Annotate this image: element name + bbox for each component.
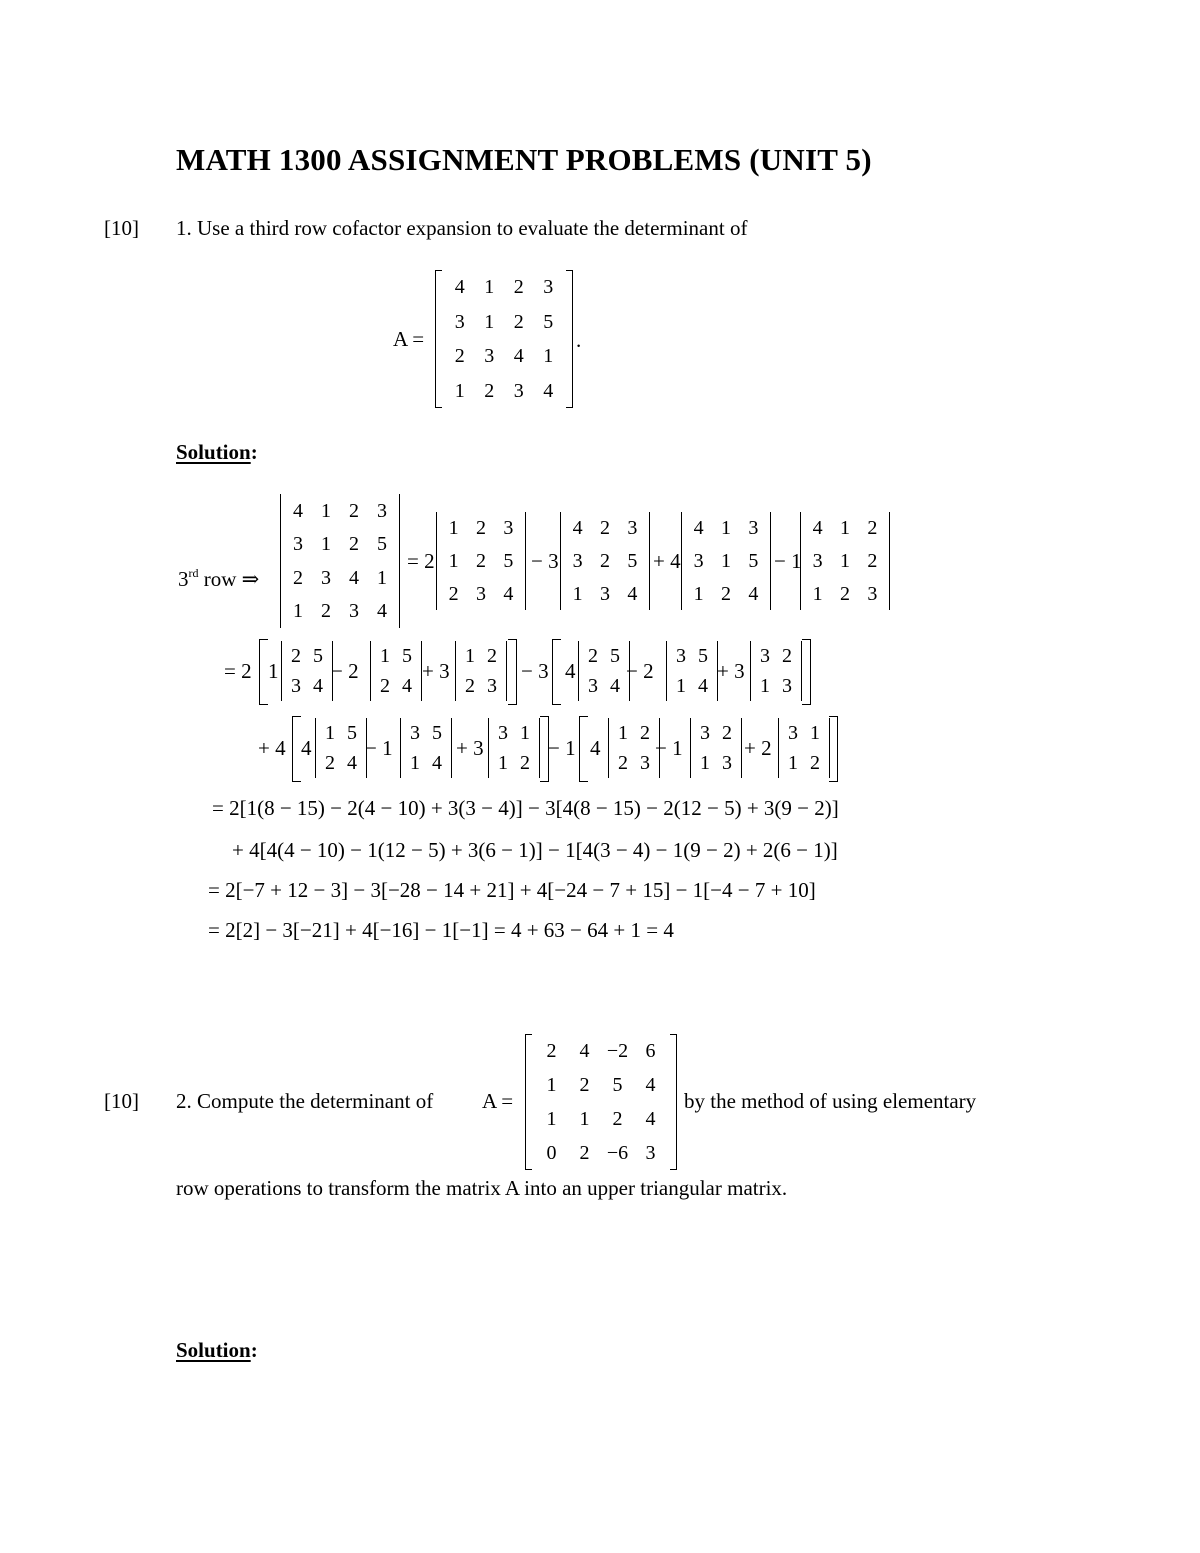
line3-det-2x2: [488, 718, 540, 778]
problem2-marks: [10]: [104, 1089, 139, 1113]
matrix-entry: 4: [610, 675, 620, 697]
determinant-bar-right: [770, 512, 771, 610]
matrix-entry: 5: [377, 533, 387, 556]
matrix-entry: 2: [720, 582, 731, 605]
matrix-entry: 2: [599, 517, 610, 540]
matrix-entry: 2: [810, 752, 820, 774]
matrix-entry: 1: [546, 1074, 557, 1096]
matrix-entry: 5: [698, 645, 708, 667]
matrix-entry: 5: [612, 1074, 623, 1096]
problem1-lhs: A =: [393, 327, 425, 351]
problem1-period: .: [576, 328, 582, 352]
line2-term: = 2: [224, 659, 252, 683]
determinant-bar-left: [690, 718, 691, 778]
line3-square-bracket: [579, 716, 588, 782]
matrix-entry: 1: [760, 675, 770, 697]
matrix-entry: 3: [599, 582, 610, 605]
matrix-entry: 4: [432, 752, 442, 774]
row-label: 3rd row ⇒: [178, 566, 260, 591]
determinant-bar-left: [488, 718, 489, 778]
determinant-bar-left: [370, 641, 371, 701]
matrix-entry: 1: [618, 722, 628, 744]
matrix-entry: 4: [503, 582, 514, 605]
matrix-entry: 3: [722, 752, 732, 774]
matrix-entry: 3: [513, 379, 524, 402]
minor-4: [800, 512, 890, 610]
line2-det-2x2: [750, 641, 802, 701]
determinant-bar-right: [525, 512, 526, 610]
matrix-entry: 1: [812, 582, 823, 605]
matrix-entry: 5: [748, 550, 759, 572]
matrix-entry: 3: [645, 1142, 656, 1164]
matrix-entry: 3: [676, 645, 686, 667]
matrix-entry: 1: [377, 566, 387, 589]
matrix-entry: 4: [645, 1074, 656, 1096]
matrix-entry: 1: [484, 276, 495, 299]
matrix-entry: 5: [402, 645, 412, 667]
line2-square-bracket: [508, 639, 517, 705]
matrix-entry: 4: [313, 675, 323, 697]
determinant-bar-right: [539, 718, 540, 778]
matrix-entry: 1: [572, 582, 583, 605]
determinant-bar-left: [578, 641, 579, 701]
line2-term: − 3: [521, 659, 549, 683]
determinant-bar-right: [889, 512, 890, 610]
matrix-entry: 1: [579, 1108, 590, 1130]
matrix-entry: 4: [293, 499, 303, 522]
line3-term: + 2: [744, 736, 772, 760]
matrix-entry: 2: [579, 1142, 590, 1164]
matrix-entry: 3: [572, 550, 583, 572]
determinant-bar-left: [778, 718, 779, 778]
matrix-entry: 1: [498, 752, 508, 774]
determinant-bar-right: [451, 718, 452, 778]
matrix-entry: 3: [291, 675, 301, 697]
line2-det-2x2: [370, 641, 422, 701]
line3-square-bracket: [829, 716, 838, 782]
line3-det-2x2: [400, 718, 452, 778]
matrix-entry: 2: [465, 675, 475, 697]
matrix-entry: 1: [788, 752, 798, 774]
matrix-entry: 2: [349, 533, 359, 556]
determinant-bar-left: [315, 718, 316, 778]
matrix-entry: 2: [839, 582, 850, 605]
matrix-entry: 3: [487, 675, 497, 697]
determinant-bar-right: [741, 718, 742, 778]
line3-term: 4: [301, 736, 312, 760]
matrix-entry: 2: [612, 1108, 623, 1130]
problem2-statement-cont: by the method of using elementary: [684, 1089, 977, 1113]
matrix-entry: 2: [513, 310, 524, 333]
matrix-entry: 2: [546, 1040, 557, 1062]
matrix-entry: −2: [606, 1040, 629, 1062]
matrix-entry: −6: [606, 1142, 629, 1164]
det-4x4: [280, 494, 400, 628]
problem1-matrix: [435, 270, 573, 408]
matrix-entry: 3: [700, 722, 710, 744]
matrix-entry: 2: [475, 517, 486, 540]
matrix-entry: 5: [313, 645, 323, 667]
matrix-entry: 3: [627, 517, 638, 540]
line3-term: − 1: [655, 736, 683, 760]
matrix-entry: 0: [546, 1142, 557, 1164]
matrix-entry: 3: [321, 566, 331, 589]
matrix-entry: 1: [321, 533, 331, 556]
line2-det-2x2: [455, 641, 507, 701]
left-bracket: [435, 270, 442, 408]
page-title: MATH 1300 ASSIGNMENT PROBLEMS (UNIT 5): [176, 142, 872, 177]
matrix-entry: 3: [503, 517, 514, 540]
matrix-entry: 3: [867, 582, 878, 605]
matrix-entry: 3: [782, 675, 792, 697]
problem2-statement-line2: row operations to transform the matrix A into an upper triangular matrix.: [176, 1176, 788, 1200]
matrix-entry: 2: [867, 517, 878, 540]
line3-det-2x2: [315, 718, 367, 778]
problem1-statement: 1. Use a third row cofactor expansion to evaluate the determinant of: [176, 216, 748, 240]
matrix-entry: 2: [291, 645, 301, 667]
determinant-bar-left: [400, 718, 401, 778]
matrix-entry: 3: [349, 600, 359, 623]
matrix-entry: 1: [520, 722, 530, 744]
determinant-bar-right: [649, 512, 650, 610]
matrix-entry: 1: [448, 550, 459, 572]
problem1-solution-heading: Solution:: [176, 440, 258, 464]
line3-term: − 1: [365, 736, 393, 760]
matrix-entry: 3: [377, 499, 387, 522]
matrix-entry: 3: [293, 533, 303, 556]
determinant-bar-left: [750, 641, 751, 701]
determinant-bar-right: [332, 641, 333, 701]
matrix-entry: 1: [720, 517, 731, 540]
matrix-entry: 4: [513, 345, 524, 368]
matrix-entry: 2: [640, 722, 650, 744]
matrix-entry: 3: [543, 276, 554, 299]
matrix-entry: 4: [572, 517, 583, 540]
matrix-entry: 3: [748, 517, 759, 540]
line2-det-2x2: [281, 641, 333, 701]
expansion-coef-3: + 4: [653, 549, 681, 573]
matrix-entry: 5: [432, 722, 442, 744]
determinant-bar-right: [801, 641, 802, 701]
expansion-line-4: = 2[1(8 − 15) − 2(4 − 10) + 3(3 − 4)] − 3[4(8 − 15) − 2(12 − 5) + 3(9 − 2)]: [212, 796, 839, 820]
matrix-entry: 1: [454, 379, 465, 402]
matrix-entry: 3: [760, 645, 770, 667]
matrix-entry: 3: [410, 722, 420, 744]
determinant-bar-right: [366, 718, 367, 778]
matrix-entry: 2: [513, 276, 524, 299]
matrix-entry: 2: [448, 582, 459, 605]
matrix-entry: 4: [748, 582, 759, 605]
matrix-entry: 4: [812, 517, 823, 540]
line2-term: + 3: [422, 659, 450, 683]
matrix-entry: 4: [579, 1040, 590, 1062]
determinant-bar-right: [659, 718, 660, 778]
determinant-bar-left: [436, 512, 437, 610]
matrix-entry: 2: [867, 550, 878, 572]
matrix-entry: 1: [700, 752, 710, 774]
matrix-entry: 5: [503, 550, 514, 572]
matrix-entry: 5: [610, 645, 620, 667]
determinant-bar-left: [666, 641, 667, 701]
problem2-matrix: [525, 1034, 677, 1170]
matrix-entry: 1: [448, 517, 459, 540]
matrix-entry: 1: [676, 675, 686, 697]
matrix-entry: 2: [484, 379, 495, 402]
matrix-entry: 2: [487, 645, 497, 667]
matrix-entry: 1: [293, 600, 303, 623]
determinant-bar-right: [506, 641, 507, 701]
line3-square-bracket: [292, 716, 301, 782]
determinant-bar-right: [717, 641, 718, 701]
expansion-coef-2: − 3: [531, 549, 559, 573]
problem2-solution-heading: Solution:: [176, 1338, 258, 1362]
matrix-entry: 4: [693, 517, 704, 540]
determinant-bar-left: [455, 641, 456, 701]
matrix-entry: 4: [645, 1108, 656, 1130]
determinant-bar-right: [421, 641, 422, 701]
matrix-entry: 2: [321, 600, 331, 623]
matrix-entry: 3: [588, 675, 598, 697]
matrix-entry: 1: [810, 722, 820, 744]
determinant-bar-left: [281, 641, 282, 701]
determinant-bar-left: [280, 494, 281, 628]
matrix-entry: 4: [402, 675, 412, 697]
matrix-entry: 1: [543, 345, 554, 368]
matrix-entry: 1: [380, 645, 390, 667]
minor-1: [436, 512, 526, 610]
line3-square-bracket: [540, 716, 549, 782]
determinant-bar-left: [800, 512, 801, 610]
expansion-line-7: = 2[2] − 3[−21] + 4[−16] − 1[−1] = 4 + 63 − 64 + 1 = 4: [208, 918, 674, 942]
determinant-bar-left: [681, 512, 682, 610]
matrix-entry: 4: [543, 379, 554, 402]
matrix-entry: 5: [543, 310, 554, 333]
matrix-entry: 1: [839, 517, 850, 540]
matrix-entry: 4: [377, 600, 387, 623]
line2-square-bracket: [552, 639, 561, 705]
matrix-entry: 3: [498, 722, 508, 744]
matrix-entry: 4: [627, 582, 638, 605]
matrix-entry: 3: [640, 752, 650, 774]
right-bracket: [566, 270, 573, 408]
matrix-entry: 2: [618, 752, 628, 774]
matrix-entry: 2: [722, 722, 732, 744]
matrix-entry: 1: [546, 1108, 557, 1130]
matrix-entry: 2: [349, 499, 359, 522]
matrix-entry: 4: [349, 566, 359, 589]
matrix-entry: 2: [475, 550, 486, 572]
line3-term: + 4: [258, 736, 286, 760]
problem2-lhs: A =: [482, 1089, 514, 1113]
matrix-entry: 3: [454, 310, 465, 333]
matrix-entry: 3: [475, 582, 486, 605]
matrix-entry: 1: [693, 582, 704, 605]
line2-square-bracket: [259, 639, 268, 705]
matrix-entry: 2: [782, 645, 792, 667]
matrix-entry: 2: [599, 550, 610, 572]
line3-term: − 1: [548, 736, 576, 760]
line3-det-2x2: [608, 718, 660, 778]
matrix-entry: 2: [579, 1074, 590, 1096]
matrix-entry: 3: [788, 722, 798, 744]
line2-term: − 2: [331, 659, 359, 683]
line2-term: − 2: [626, 659, 654, 683]
matrix-entry: 3: [693, 550, 704, 572]
matrix-entry: 1: [325, 722, 335, 744]
matrix-entry: 1: [465, 645, 475, 667]
determinant-bar-left: [608, 718, 609, 778]
line2-term: + 3: [717, 659, 745, 683]
expansion-coef-4: − 1: [774, 549, 802, 573]
minor-3: [681, 512, 771, 610]
left-bracket: [525, 1034, 532, 1170]
matrix-entry: 2: [380, 675, 390, 697]
matrix-entry: 5: [627, 550, 638, 572]
line3-term: + 3: [456, 736, 484, 760]
line2-square-bracket: [802, 639, 811, 705]
right-bracket: [670, 1034, 677, 1170]
line3-det-2x2: [778, 718, 830, 778]
matrix-entry: 1: [321, 499, 331, 522]
matrix-entry: 3: [484, 345, 495, 368]
matrix-entry: 2: [325, 752, 335, 774]
matrix-entry: 3: [812, 550, 823, 572]
matrix-entry: 4: [698, 675, 708, 697]
expansion-line-5: + 4[4(4 − 10) − 1(12 − 5) + 3(6 − 1)] − 1[4(3 − 4) − 1(9 − 2) + 2(6 − 1)]: [232, 838, 838, 862]
determinant-bar-right: [399, 494, 400, 628]
line2-det-2x2: [666, 641, 718, 701]
matrix-entry: 6: [645, 1040, 656, 1062]
matrix-entry: 2: [454, 345, 465, 368]
matrix-entry: 2: [293, 566, 303, 589]
matrix-entry: 1: [839, 550, 850, 572]
line3-det-2x2: [690, 718, 742, 778]
matrix-entry: 2: [588, 645, 598, 667]
matrix-entry: 4: [454, 276, 465, 299]
problem2-statement: 2. Compute the determinant of: [176, 1089, 434, 1113]
matrix-entry: 1: [484, 310, 495, 333]
matrix-entry: 4: [347, 752, 357, 774]
determinant-bar-left: [560, 512, 561, 610]
matrix-entry: 1: [720, 550, 731, 572]
line2-det-2x2: [578, 641, 630, 701]
matrix-entry: 1: [410, 752, 420, 774]
matrix-entry: 2: [520, 752, 530, 774]
determinant-bar-right: [829, 718, 830, 778]
line2-term: 4: [565, 659, 576, 683]
problem1-marks: [10]: [104, 216, 139, 240]
expansion-line-6: = 2[−7 + 12 − 3] − 3[−28 − 14 + 21] + 4[−24 − 7 + 15] − 1[−4 − 7 + 10]: [208, 878, 816, 902]
expansion-coef-1: = 2: [407, 549, 435, 573]
line2-term: 1: [268, 659, 279, 683]
line3-term: 4: [590, 736, 601, 760]
determinant-bar-right: [629, 641, 630, 701]
minor-2: [560, 512, 650, 610]
matrix-entry: 5: [347, 722, 357, 744]
